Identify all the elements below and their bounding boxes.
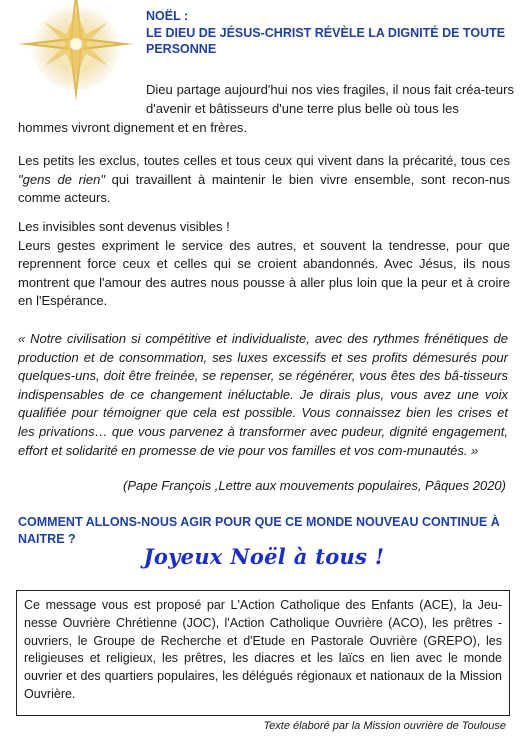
christmas-greeting: Joyeux Noël à tous ! [143,544,385,569]
intro-paragraph: Dieu partage aujourd'hui nos vies fragiles, il nous fait créa-teurs d'avenir et bâtisseurs d'une terre plus belle où tous les [146,82,514,116]
gens-de-rien-text: "gens de rien" [18,171,105,187]
intro-paragraph-end: hommes vivront dignement et en frères. [18,120,248,135]
footer-credit: Texte élaboré par la Mission ouvrière de Toulouse [263,720,506,732]
question-heading: COMMENT ALLONS-NOUS AGIR POUR QUE CE MONDE NOUVEAU CONTINUE À NAITRE ? [18,515,500,546]
organizations-box: Ce message vous est proposé par L'Action Catholique des Enfants (ACE), la Jeu-nesse Ouvrière Chrétienne (JOC), l'Action Catholique Ouvrière (ACO), les prêtres -ouvriers, le Groupe de Recherche et d'Etude en Pastorale Ouvrière (GREPO), les religieuses et religieux, les prêtres, les diacres et les laïcs en lien avec le monde ouvrier et des quartiers populaires, les délégués régionaux et nationaux de la Mission Ouvrière. [16,590,510,716]
heading-line-1: NOËL : [146,9,189,23]
quote-citation: (Pape François ,Lettre aux mouvements populaires, Pâques 2020) [123,478,506,493]
paragraph-invisibles: Les invisibles sont devenus visibles ! Leurs gestes expriment le service des autres, et souvent la tendresse, pour que reprennent force ceux et celles qui se croient abandonnés. Avec Jésus, ils nous montrent que l'amour des autres nous pousse à aller plus loin que la peur et à croire en l'Espérance. [18,219,510,309]
paragraph-exclus: Les petits les exclus, toutes celles et tous ceux qui vivent dans la précarité, tous ces "gens de rien" qui travaillent à maintenir le bien vivre ensemble, sont recon-nus comme acteurs. [18,153,510,206]
pope-quote: « Notre civilisation si compétitive et individualiste, avec des rythmes frénétiques de production et de consommation, ses luxes excessifs et ses profits démesurés pour quelques-uns, doit être freinée, se repenser, se régénérer, vous êtes des bâ-tisseurs indispensables de ce changement inéluctable. Je dirais plus, vous avez une voix qualifiée pour témoigner que cela est possible. Vous connaissez bien les crises et les privations… que vous parvenez à transformer avec pudeur, dignité engagement, effort et solidarité en promesse de vie pour vos familles et vos com-munautés. » [18,331,508,458]
heading-line-2: LE DIEU DE JÉSUS-CHRIST RÉVÈLE LA DIGNITÉ DE TOUTE PERSONNE [146,25,506,56]
article-heading [146,8,516,58]
christmas-star-icon [16,0,136,102]
